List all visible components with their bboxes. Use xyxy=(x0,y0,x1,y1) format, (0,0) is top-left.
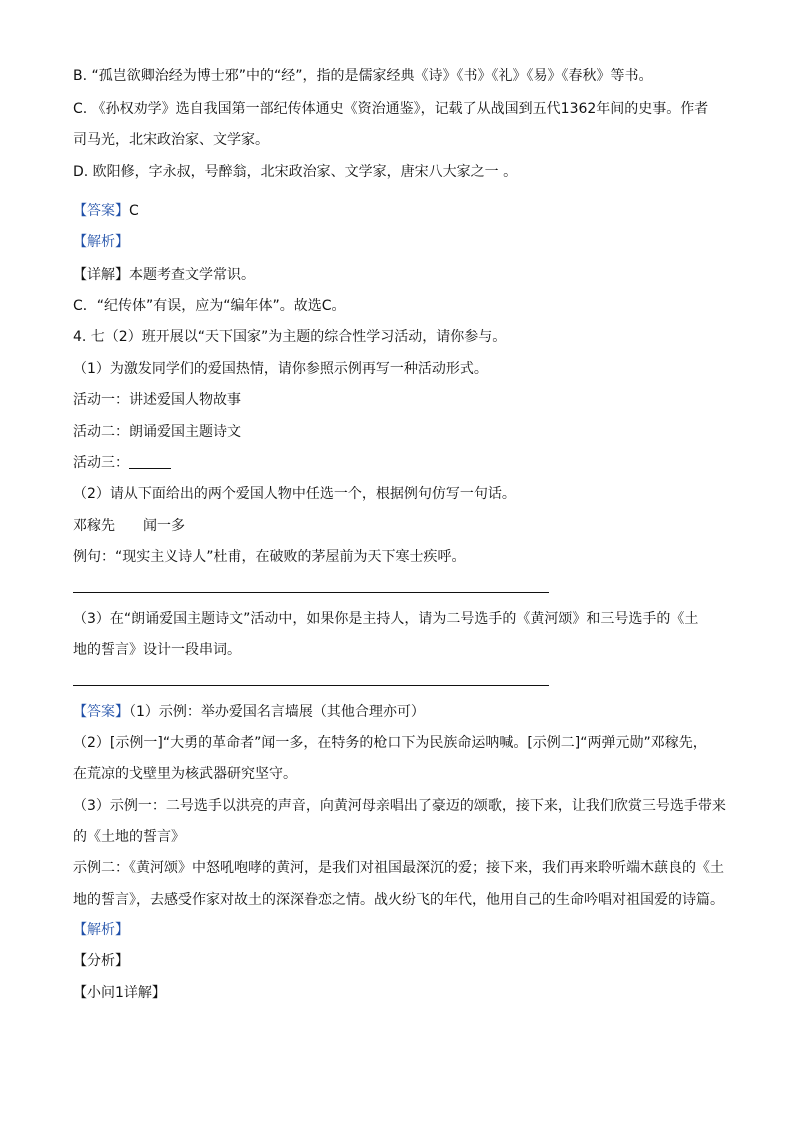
answer-q3 xyxy=(73,201,733,221)
answer-label: 【答案】 xyxy=(73,704,129,720)
activity-3 xyxy=(73,453,733,473)
option-c-line1: C. 《孙权劝学》选自我国第一部纪传体通史《资治通鉴》，记载了从战国到五代1362年间的史事。作者 xyxy=(73,101,709,117)
question-4-1: （1）为激发同学们的爱国热情，请你参照示例再写一种活动形式。 xyxy=(73,361,488,377)
answer-q4-3-line3: 示例二：《黄河颂》中怒吼咆哮的黄河，是我们对祖国最深沉的爱；接下来，我们再来聆听端木蕻良的《土 xyxy=(73,860,724,876)
activity-1: 活动一：讲述爱国人物故事 xyxy=(73,392,241,408)
detail-q3: 【详解】本题考查文学常识。 xyxy=(73,267,255,283)
answer-blank xyxy=(129,454,171,469)
activity-3-label: 活动三： xyxy=(73,455,129,471)
analysis-section: 【分析】 xyxy=(73,953,129,969)
question-4-3-line1: （3）在“朗诵爱国主题诗文”活动中，如果你是主持人，请为二号选手的《黄河颂》和三号选手的《土 xyxy=(73,611,699,627)
option-b: B. “孤岂欲卿治经为博士邪”中的“经”，指的是儒家经典《诗》《书》《礼》《易》《春秋》等书。 xyxy=(73,68,653,84)
analysis-label-q3: 【解析】 xyxy=(73,234,129,250)
answer-q4-2-line2: 在荒凉的戈壁里为核武器研究坚守。 xyxy=(73,766,297,782)
example-sentence: 例句：“现实主义诗人”杜甫，在破败的茅屋前为天下寒士疾呼。 xyxy=(73,549,466,565)
question-4-2: （2）请从下面给出的两个爱国人物中任选一个，根据例句仿写一句话。 xyxy=(73,486,516,502)
patriot-names: 邓稼先 闻一多 xyxy=(73,518,185,534)
sub-question-1-detail: 【小问1详解】 xyxy=(73,985,166,1001)
answer-label: 【答案】 xyxy=(73,203,129,219)
answer-q4-1 xyxy=(73,702,733,722)
question-4: 4. 七（2）班开展以“天下国家”为主题的综合性学习活动，请你参与。 xyxy=(73,329,507,345)
answer-value: C xyxy=(129,203,139,219)
answer-line-2 xyxy=(73,685,549,686)
activity-2: 活动二：朗诵爱国主题诗文 xyxy=(73,424,241,440)
question-4-3-line2: 地的誓言》设计一段串词。 xyxy=(73,642,241,658)
answer-q4-3-line4: 地的誓言》，去感受作家对故土的深深眷恋之情。战火纷飞的年代，他用自己的生命吟唱对祖国爱的诗篇。 xyxy=(73,892,724,908)
analysis-label-q4: 【解析】 xyxy=(73,922,129,938)
answer-q4-1-text: （1）示例：举办爱国名言墙展（其他合理亦可） xyxy=(129,704,425,720)
detail-q3-b: C．“纪传体”有误，应为“编年体”。故选C。 xyxy=(73,298,346,314)
option-d: D. 欧阳修，字永叔，号醉翁，北宋政治家、文学家，唐宋八大家之一 。 xyxy=(73,164,518,180)
answer-q4-3-line2: 的《土地的誓言》 xyxy=(73,829,185,845)
option-c-line2: 司马光，北宋政治家、文学家。 xyxy=(73,132,269,148)
answer-q4-2-line1: （2）[示例一]“大勇的革命者”闻一多，在特务的枪口下为民族命运呐喊。[示例二]“两弹元勋”邓稼先， xyxy=(73,735,707,751)
answer-line-1 xyxy=(73,592,549,593)
answer-q4-3-line1: （3）示例一：二号选手以洪亮的声音，向黄河母亲唱出了豪迈的颂歌，接下来，让我们欣赏三号选手带来 xyxy=(73,798,726,814)
